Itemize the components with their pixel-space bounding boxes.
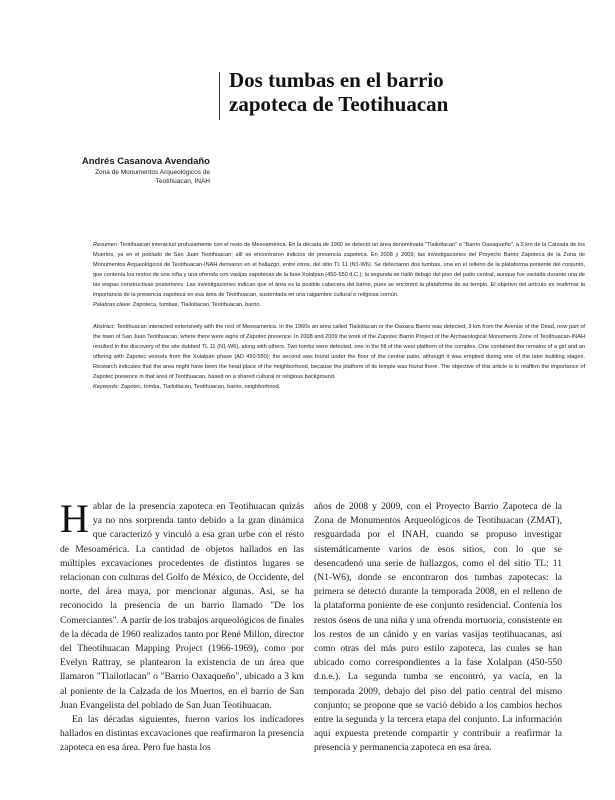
author-affiliation (40, 168, 210, 186)
body-paragraph: En las décadas siguientes, fueron varios los indicadores hallados en distintas excavaciones que reafirmaron la presencia zapoteca en esa área. Pero fue hasta los (60, 714, 304, 754)
keywords-spanish-text: Zapoteca, tumbas, Tlailotlacan, Teotihuacan, barrio. (131, 302, 262, 308)
keywords-spanish (93, 300, 585, 310)
keywords-english (93, 382, 585, 392)
author-affiliation-line-2: Teotihuacan, INAH (155, 178, 210, 185)
author-affiliation-line-1: Zona de Monumentos Arqueológicos de (95, 169, 210, 176)
abstract-spanish-text: Teotihuacan interactuó profusamente con el resto de Mesoamérica. En la década de 1960 se detectó un área denominada "Tlailotlacan" o "Barrio Oaxaqueño", a 3 km de la Calzada de los Muertos, ya en el poblado de San Juan Teotihuacan; allí se encontraron indicios de presencia zapoteca. En 2008 y 2009, las investigaciones del Proyecto Barrio Zapoteca de la Zona de Monumentos Arqueológicos de Teotihuacan-INAH derivaron en el hallazgo, entre otros, del sitio TL 11 (N1-W6). Se detectaron dos tumbas, una en el relleno de la plataforma poniente del conjunto, que contenía los restos de una niña y una ofrenda con vasijas zapotecas de la fase Xolalpan (450-550 d.C.); la segunda se halló debajo del piso del patio central, aunque fue vaciada durante una de las etapas constructivas posteriores. Las investigaciones indican que el área es la posible cabecera del barrio, pues se encontró la plataforma de su templo. El objetivo del artículo es reafirmar la importancia de la presencia zapoteca en esa área de Teotihuacan, sustentada en una raigambre cultural o religiosa común. (93, 242, 585, 298)
body-paragraph-text: ablar de la presencia zapoteca en Teotihuacan quizás ya no nos sorprenda tanto debido a la gran dinámica que caracterizó y vinculó a esa gran urbe con el resto de Mesoamérica. La cantidad de objetos hallados en las múltiples excavaciones procedentes de distintos lugares se relacionan con culturas del Golfo de México, de Occidente, del norte, del área maya, por mencionar algunas. Así, se ha reconocido la presencia de un barrio llamado "De los Comerciantes". A partir de los trabajos arqueológicos de finales de la década de 1960 realizados tanto por René Millon, director del Theotihuacan Mapping Project (1966-1969), como por Evelyn Rattray, se plantearon la existencia de un área que llamaron "Tlailotlacan" o "Barrio Oaxaqueño", ubicado a 3 km al poniente de la Calzada de los Muertos, en el barrio de San Juan Evangelista del poblado de San Juan Teotihuacan. (60, 501, 304, 711)
body-paragraph: años de 2008 y 2009, con el Proyecto Barrio Zapoteca de la Zona de Monumentos Arqueológicos de Teotihuacan (ZMAT), resguardada por el INAH, cuando se propuso investigar sistemáticamente varios de esos sitios, con lo que se desencadenó una serie de hallazgos, como el del sitio TL: 11 (N1-W6), donde se encontraron dos tumbas zapotecas: la primera se detectó durante la temporada 2008, en el relleno de la plataforma poniente de ese conjunto residencial. Contenía los restos óseos de una niña y una ofrenda mortuoria, consistente en los restos de un cánido y en varias vasijas teotihuacanas, así como otras del más puro estilo zapoteca, las cuales se han ubicado como correspondientes a la fase Xolalpan (450-550 d.n.e.). La segunda tumba se encontró, ya vacía, en la temporada 2009, debajo del piso del patio central del mismo conjunto; se propone que se vació debido a los cambios hechos entre la segunda y la tercera etapa del conjunto. La información aquí expuesta pretende compartir y contribuir a reafirmar la presencia y permanencia zapoteca en esa área. (314, 501, 562, 754)
title-rule (219, 72, 220, 120)
keywords-english-label: Keywords: (93, 384, 120, 390)
article-title-line-2: zapoteca de Teotihuacan (229, 92, 449, 116)
abstract-english-text: Teotihuacan interacted extensively with the rest of Mesoamerica. In the 1960s an area called Tlailotlacan or the Oaxaca Barrio was detected, 3 km from the Avenue of the Dead, now part of the town of San Juan Teotihuacan, where there were signs of Zapotec presence. In 2008 and 2009 the work of the Zapotec Barrio Project of the Archaeological Monuments Zone of Teotihuacan-INAH resulted in the discovery of the site dubbed TL 11 (N1-W6), along with others. Two tombs were detected, one in the fill of the west platform of the complex. One contained the remains of a girl and an offering with Zapotec vessels from the Xolalpan phase (AD 450-550); the second was found under the floor of the central patio, although it was emptied during one of the later building stages. Research indicates that the area might have been the head place of the neighborhood, because the platform of its temple was found there. The objective of this article is to reaffirm the importance of Zapotec presence in that area of Teotihuacan, based on a shared cultural or religious background. (93, 324, 585, 380)
author-name: Andrés Casanova Avendaño (81, 156, 210, 167)
abstract-english-label: Abstract: (93, 324, 116, 330)
abstract-spanish (93, 240, 585, 310)
abstract-spanish-label: Resumen: (93, 242, 119, 248)
keywords-english-text: Zapotec, tomba, Tlailotlacan, Teotihuacan, barrio, neighborhood. (119, 384, 281, 390)
abstract-english (93, 322, 585, 392)
drop-cap: H (60, 496, 89, 541)
article-title (229, 68, 589, 116)
author-block (40, 155, 210, 186)
keywords-spanish-label: Palabras clave: (93, 302, 132, 308)
body-paragraph (60, 496, 304, 713)
body-column-right (314, 500, 562, 756)
article-title-line-1: Dos tumbas en el barrio (229, 68, 444, 92)
body-column-left (60, 496, 304, 756)
